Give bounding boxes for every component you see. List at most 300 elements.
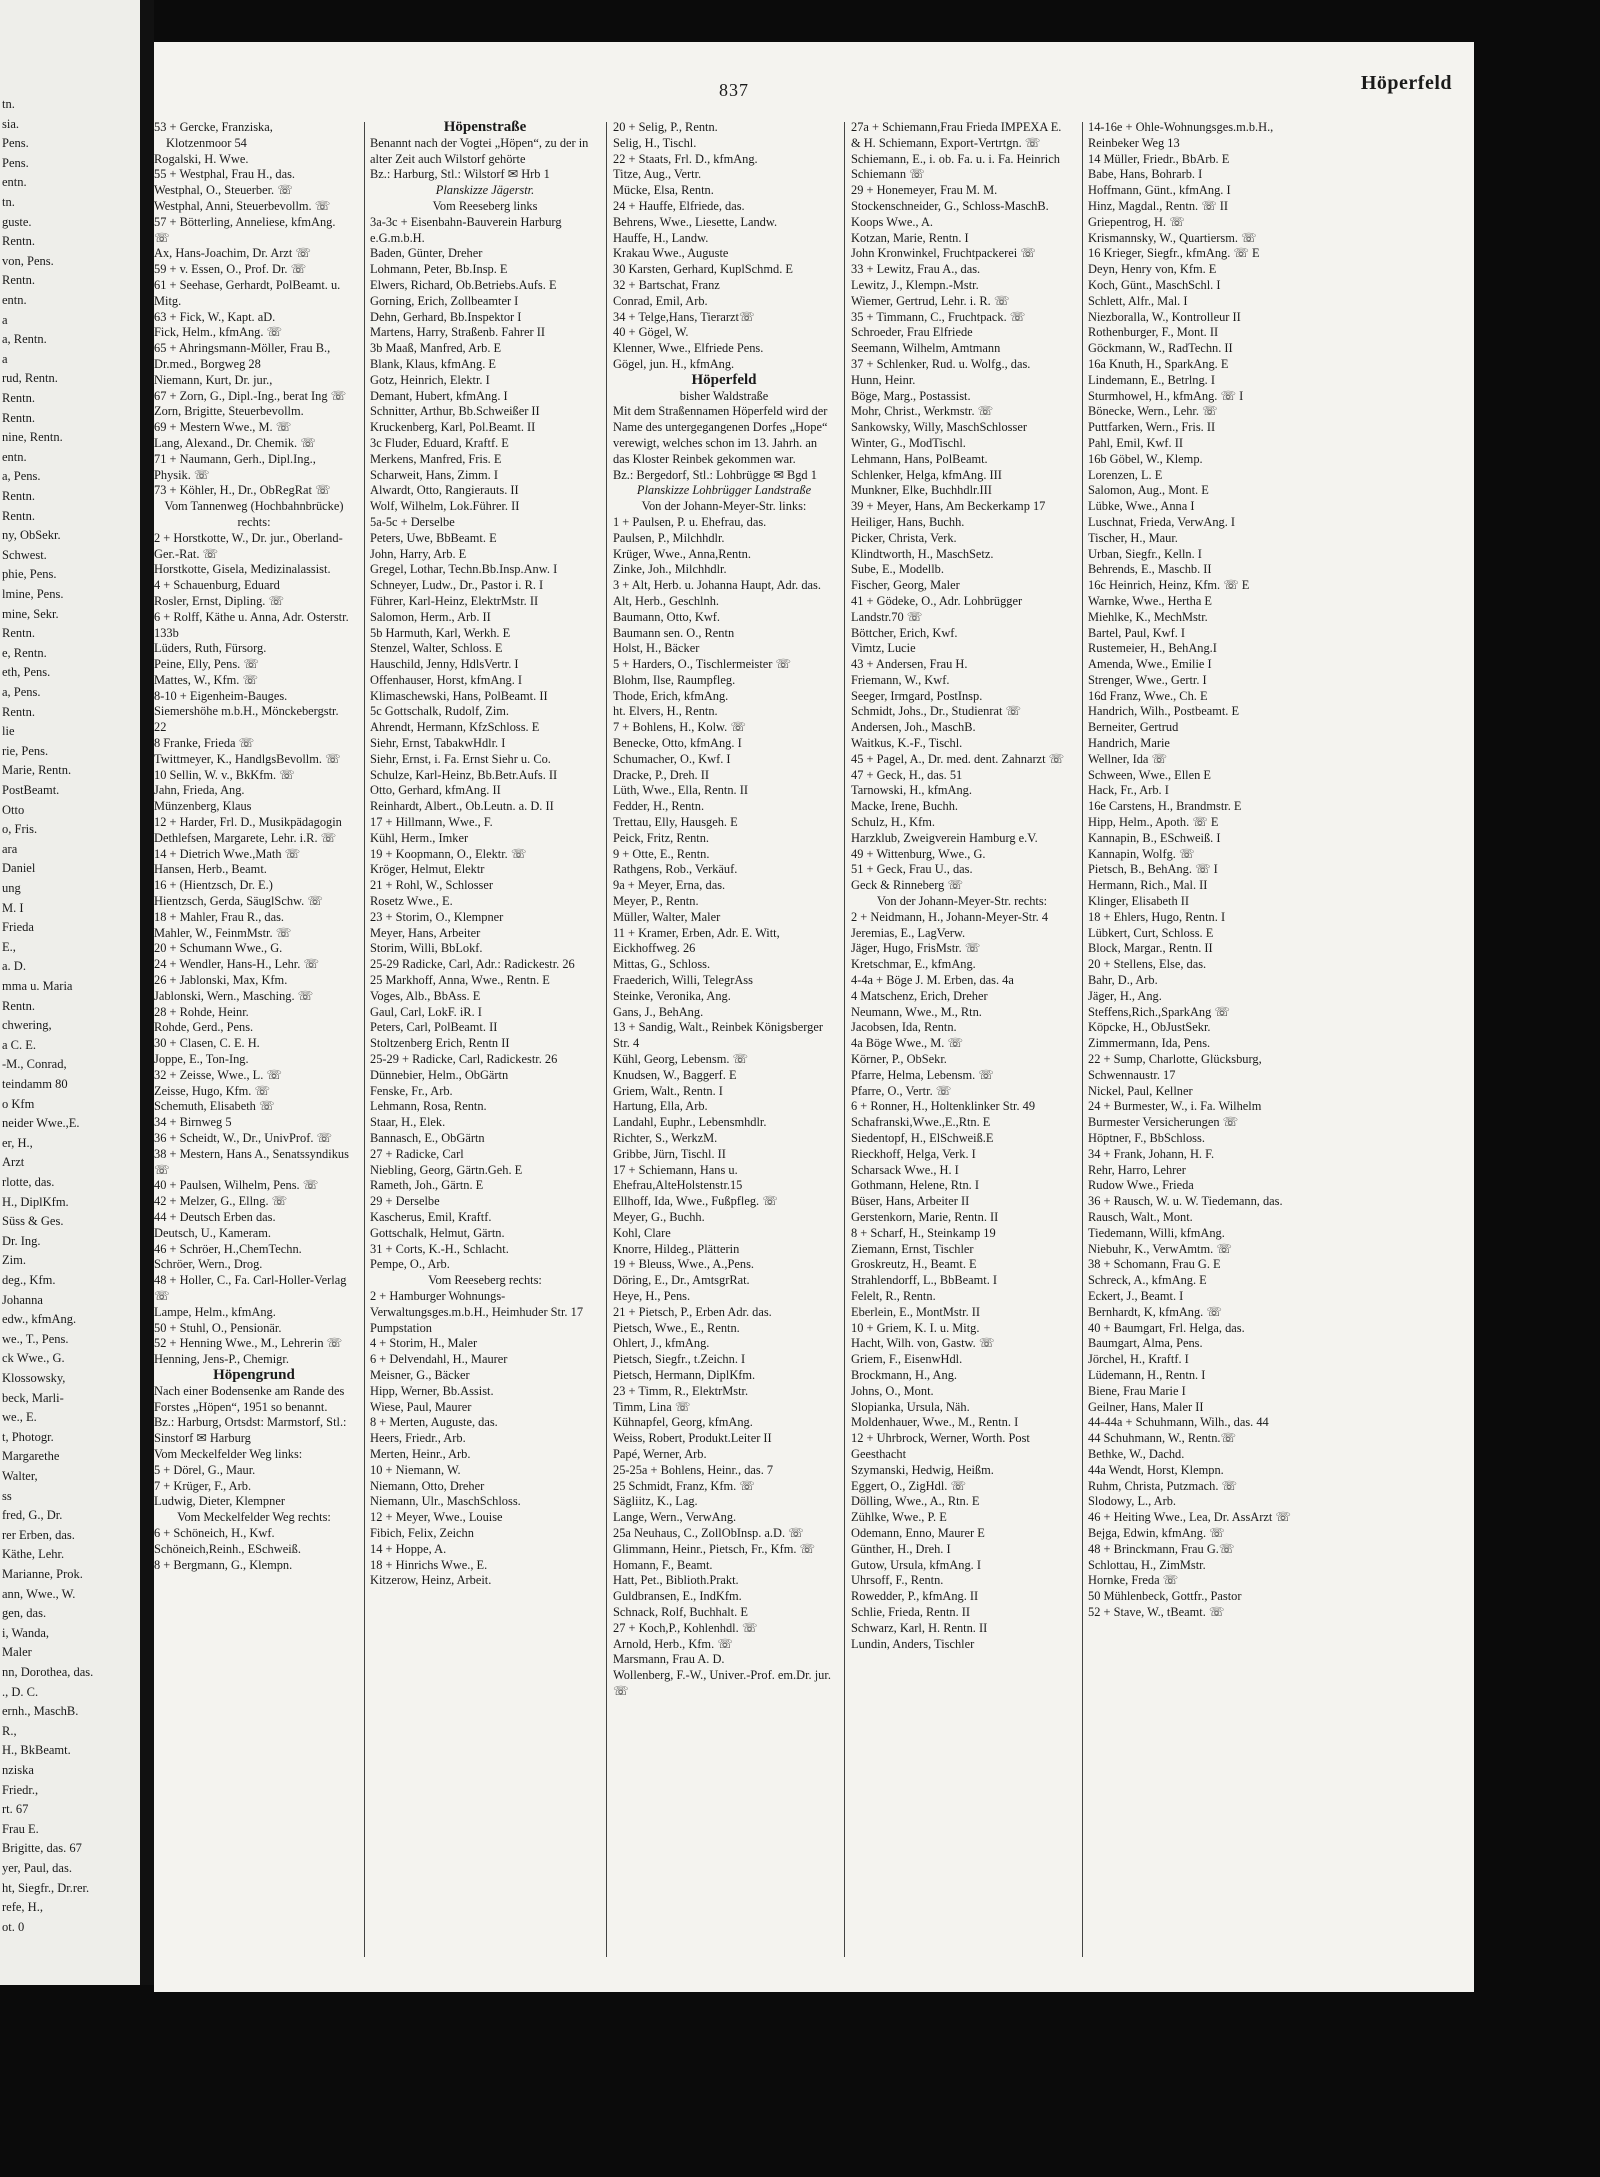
directory-entry: Hunn, Heinr. <box>851 372 916 387</box>
directory-entry: Mattes, W., Kfm. ☏ <box>154 672 258 687</box>
directory-entry: 16 Krieger, Siegfr., kfmAng. ☏ E <box>1088 246 1260 261</box>
directory-entry: Döring, E., Dr., AmtsgrRat. <box>613 1273 750 1288</box>
directory-entry: 49 + Wittenburg, Wwe., G. <box>851 846 986 861</box>
directory-entry: 9 + Otte, E., Rentn. <box>613 846 710 861</box>
directory-entry: Niebling, Georg, Gärtn.Geh. E <box>370 1162 523 1177</box>
directory-entry: Siehr, Ernst, TabakwHdlr. I <box>370 736 506 751</box>
directory-entry: Weiss, Robert, Produkt.Leiter II <box>613 1431 772 1446</box>
left-page-fragment: Pens. <box>2 155 29 170</box>
directory-entry: Amenda, Wwe., Emilie I <box>1088 657 1212 672</box>
directory-entry: 17 + Hillmann, Wwe., F. <box>370 815 493 830</box>
directory-entry: Lundin, Anders, Tischler <box>851 1636 975 1651</box>
left-page-fragment: ot. 0 <box>2 1919 25 1934</box>
directory-entry: 53 + Gercke, Franziska, <box>154 120 273 134</box>
directory-entry: 20 + Stellens, Else, das. <box>1088 957 1207 972</box>
directory-entry: Lehmann, Hans, PolBeamt. <box>851 451 988 466</box>
left-page-fragment: entn. <box>2 293 27 307</box>
left-page-fragment: Pens. <box>2 136 29 151</box>
directory-entry: Vom Reeseberg rechts: <box>428 1273 542 1288</box>
directory-entry: Geilner, Hans, Maler II <box>1088 1399 1204 1414</box>
directory-entry: Stenzel, Walter, Schloss. E <box>370 641 503 656</box>
directory-entry: Lübke, Wwe., Anna I <box>1088 499 1195 514</box>
directory-entry: Guldbransen, E., IndKfm. <box>613 1589 742 1604</box>
left-page-fragment: H., DiplKfm. <box>2 1194 69 1209</box>
directory-entry: 6 + Schöneich, H., Kwf. <box>154 1525 275 1540</box>
left-page-fragment: t, Photogr. <box>2 1429 54 1444</box>
directory-entry: Gregel, Lothar, Techn.Bb.Insp.Anw. I <box>370 562 558 577</box>
directory-entry: 52 + Henning Wwe., M., Lehrerin ☏ <box>154 1336 343 1351</box>
directory-entry: 13 + Sandig, Walt., Reinbek Königsberger Str. 4 <box>613 1020 823 1051</box>
directory-entry: Kühl, Georg, Lebensm. ☏ <box>613 1052 749 1067</box>
directory-entry: Dracke, P., Dreh. II <box>613 767 709 782</box>
left-page-fragment: beck, Marli- <box>2 1390 64 1405</box>
directory-entry: Picker, Christa, Verk. <box>851 530 957 545</box>
left-page-fragment: Frau E. <box>2 1821 39 1836</box>
directory-entry: Groskreutz, H., Beamt. E <box>851 1257 977 1272</box>
directory-entry: 17 + Schiemann, Hans u. Ehefrau,AlteHolstenstr.15 <box>613 1162 743 1193</box>
directory-entry: Berneiter, Gertrud <box>1088 720 1179 735</box>
directory-entry: Block, Margar., Rentn. II <box>1088 941 1213 956</box>
directory-entry: Jahn, Frieda, Ang. <box>154 783 245 798</box>
directory-entry: Höptner, F., BbSchloss. <box>1088 1131 1205 1145</box>
directory-entry: Kannapin, B., ESchweiß. I <box>1088 830 1221 845</box>
directory-entry: 14-16e + Ohle-Wohnungsges.m.b.H., Reinbeker Weg 13 <box>1088 120 1274 150</box>
directory-entry: Niebuhr, K., VerwAmtm. ☏ <box>1088 1241 1232 1256</box>
directory-entry: Kühnapfel, Georg, kfmAng. <box>613 1415 753 1430</box>
directory-entry: Schiemann, E., i. ob. Fa. u. i. Fa. Heinrich Schiemann ☏ <box>851 151 1060 182</box>
directory-entry: Bannasch, E., ObGärtn <box>370 1131 485 1145</box>
directory-entry: Elwers, Richard, Ob.Betriebs.Aufs. E <box>370 277 557 292</box>
directory-entry: Schneyer, Ludw., Dr., Pastor i. R. I <box>370 578 544 593</box>
left-page-fragment: Zim. <box>2 1253 26 1268</box>
directory-entry: 57 + Bötterling, Anneliese, kfmAng. ☏ <box>154 214 336 245</box>
directory-entry: Hermann, Rich., Mal. II <box>1088 878 1208 893</box>
left-page-fragment: Margarethe <box>2 1449 60 1464</box>
directory-entry: Hornke, Freda ☏ <box>1088 1573 1179 1588</box>
directory-entry: Handrich, Wilh., Postbeamt. E <box>1088 704 1240 719</box>
directory-entry: Nickel, Paul, Kellner <box>1088 1083 1193 1098</box>
directory-entry: 18 + Hinrichs Wwe., E. <box>370 1557 488 1572</box>
directory-entry: 50 + Stuhl, O., Pensionär. <box>154 1320 282 1335</box>
directory-entry: Ahrendt, Hermann, KfzSchloss. E <box>370 720 540 735</box>
directory-entry: Heye, H., Pens. <box>613 1288 691 1303</box>
directory-entry: Böttcher, Erich, Kwf. <box>851 625 958 640</box>
directory-entry: Büser, Hans, Arbeiter II <box>851 1194 970 1209</box>
directory-entry: 14 Müller, Friedr., BbArb. E <box>1088 151 1230 166</box>
directory-entry: 63 + Fick, W., Kapt. aD. <box>154 309 276 324</box>
directory-entry: John, Harry, Arb. E <box>370 546 467 561</box>
left-page-fragment: chwering, <box>2 1018 52 1033</box>
left-page-fragment: Rentn. <box>2 489 35 503</box>
directory-entry: Odemann, Enno, Maurer E <box>851 1525 985 1540</box>
directory-entry: 51 + Geck, Frau U., das. <box>851 862 973 877</box>
directory-entry: 1 + Paulsen, P. u. Ehefrau, das. <box>613 514 767 529</box>
directory-page <box>154 42 1474 1992</box>
left-page-fragment: ung <box>2 881 21 895</box>
directory-entry: Mit dem Straßennamen Höperfeld wird der Name des untergegangenen Dorfes „Hope“ verewigt, welches schon im 13. Jahrh. an das Kloster Reinbek gekommen war. <box>613 404 828 466</box>
directory-entry: Siedentopf, H., ElSchweiß.E <box>851 1131 994 1145</box>
directory-entry: Kitzerow, Heinz, Arbeit. <box>370 1573 492 1588</box>
left-page-fragment: Rentn. <box>2 410 35 425</box>
directory-entry: 36 + Rausch, W. u. W. Tiedemann, das. <box>1088 1194 1283 1209</box>
directory-entry: Gaul, Carl, LokF. iR. I <box>370 1004 482 1019</box>
directory-entry: 26 + Jablonski, Max, Kfm. <box>154 973 288 988</box>
left-page-fragment: rt. 67 <box>2 1802 29 1817</box>
directory-entry: Schroeder, Frau Elfriede <box>851 325 973 340</box>
directory-entry: Schumacher, O., Kwf. I <box>613 751 731 766</box>
directory-entry: Merten, Heinr., Arb. <box>370 1446 471 1461</box>
left-page-fragment: Friedr., <box>2 1782 39 1797</box>
left-page-fragment: mine, Sekr. <box>2 606 59 621</box>
directory-entry: Schnack, Rolf, Buchhalt. E <box>613 1604 748 1619</box>
directory-entry: Hientzsch, Gerda, SäuglSchw. ☏ <box>154 894 323 909</box>
left-page-fragment: rie, Pens. <box>2 743 49 758</box>
left-page-fragment: ss <box>2 1488 12 1503</box>
directory-entry: Voges, Alb., BbAss. E <box>370 988 481 1003</box>
left-page-fragment: Johanna <box>2 1292 43 1307</box>
directory-entry: Kühl, Herm., Imker <box>370 830 469 845</box>
directory-entry: 59 + v. Essen, O., Prof. Dr. ☏ <box>154 262 307 277</box>
directory-entry: Niezboralla, W., Kontrolleur II <box>1088 309 1241 324</box>
left-page-fragment: tn. <box>2 97 15 111</box>
directory-entry: Bahr, D., Arb. <box>1088 973 1158 988</box>
directory-entry: Hipp, Werner, Bb.Assist. <box>370 1383 494 1398</box>
directory-entry: Selig, H., Tischl. <box>613 135 697 150</box>
directory-entry: 20 + Schumann Wwe., G. <box>154 941 283 956</box>
directory-entry: Kotzan, Marie, Rentn. I <box>851 230 969 245</box>
left-page-fragment: entn. <box>2 449 27 464</box>
directory-entry: Griem, Walt., Rentn. I <box>613 1083 723 1098</box>
directory-entry: Rosler, Ernst, Dipling. ☏ <box>154 593 284 608</box>
directory-entry: Schlie, Frieda, Rentn. II <box>851 1604 971 1619</box>
directory-entry: Hacht, Wilh. von, Gastw. ☏ <box>851 1336 995 1351</box>
directory-entry: Alt, Herb., Geschlnh. <box>613 593 719 608</box>
left-page-fragment: we., E. <box>2 1410 37 1425</box>
directory-entry: Holst, H., Bäcker <box>613 641 700 656</box>
directory-entry: Deutsch, U., Kameram. <box>154 1225 271 1240</box>
directory-entry: Kascherus, Emil, Kraftf. <box>370 1209 492 1224</box>
directory-entry: Klinger, Elisabeth II <box>1088 894 1190 909</box>
left-page-fragment: Rentn. <box>2 998 35 1013</box>
directory-entry: Westphal, O., Steuerber. ☏ <box>154 183 293 198</box>
directory-entry: 7 + Bohlens, H., Kolw. ☏ <box>613 720 746 735</box>
directory-entry: Storim, Willi, BbLokf. <box>370 941 483 956</box>
directory-entry: 9a + Meyer, Erna, das. <box>613 878 726 893</box>
directory-entry: 39 + Meyer, Hans, Am Beckerkamp 17 <box>851 499 1046 514</box>
directory-entry: 14 + Hoppe, A. <box>370 1541 447 1556</box>
column-rule <box>1082 122 1083 1957</box>
directory-entry: Harzklub, Zweigverein Hamburg e.V. <box>851 830 1038 845</box>
directory-entry: Peters, Carl, PolBeamt. II <box>370 1020 498 1035</box>
directory-entry: 45 + Pagel, A., Dr. med. dent. Zahnarzt ☏ <box>851 751 1065 766</box>
directory-entry: Schreck, A., kfmAng. E <box>1088 1273 1207 1288</box>
directory-entry: Miehlke, K., MechMstr. <box>1088 609 1208 624</box>
directory-entry: 16e Carstens, H., Brandmstr. E <box>1088 799 1242 814</box>
directory-entry: 22 + Sump, Charlotte, Glücksburg, Schwennaustr. 17 <box>1088 1052 1262 1082</box>
directory-entry: 8 Franke, Frieda ☏ <box>154 736 255 751</box>
directory-entry: Eckert, J., Beamt. I <box>1088 1288 1184 1303</box>
directory-entry: Kohl, Clare <box>613 1225 671 1240</box>
directory-entry: Offenhauser, Horst, kfmAng. I <box>370 672 523 687</box>
directory-entry: 25-29 + Radicke, Carl, Radickestr. 26 <box>370 1052 558 1067</box>
directory-entry: Gutow, Ursula, kfmAng. I <box>851 1557 981 1572</box>
directory-entry: 25 Markhoff, Anna, Wwe., Rentn. E <box>370 973 550 988</box>
left-page-fragment: Walter, <box>2 1469 38 1483</box>
left-page-fragment: a, Pens. <box>2 469 41 484</box>
left-page-fragment: von, Pens. <box>2 253 54 268</box>
left-page-fragment: edw., kfmAng. <box>2 1312 77 1327</box>
directory-entry: Griepentrog, H. ☏ <box>1088 214 1185 229</box>
left-page-fragment: a C. E. <box>2 1037 37 1052</box>
directory-entry: Gottschalk, Helmut, Gärtn. <box>370 1225 505 1240</box>
directory-entry: Krismannsky, W., Quartiersm. ☏ <box>1088 230 1257 245</box>
directory-entry: Jäger, H., Ang. <box>1088 988 1162 1003</box>
directory-entry: 10 Sellin, W. v., BkKfm. ☏ <box>154 767 295 782</box>
directory-entry: 34 + Birnweg 5 <box>154 1115 232 1130</box>
directory-entry: 18 + Ehlers, Hugo, Rentn. I <box>1088 909 1226 924</box>
directory-entry: Pempe, O., Arb. <box>370 1257 450 1272</box>
column-rule <box>844 122 845 1957</box>
directory-entry: 32 + Zeisse, Wwe., L. ☏ <box>154 1067 282 1082</box>
directory-entry: Lüdemann, H., Rentn. I <box>1088 1367 1206 1382</box>
directory-entry: Deyn, Henry von, Kfm. E <box>1088 262 1217 277</box>
directory-entry: 47 + Geck, H., das. 51 <box>851 767 963 782</box>
left-page-fragment: Otto <box>2 802 25 817</box>
directory-entry: Schlett, Alfr., Mal. I <box>1088 293 1188 308</box>
directory-entry: Ellhoff, Ida, Wwe., Fußpfleg. ☏ <box>613 1194 778 1209</box>
directory-entry: 38 + Mestern, Hans A., Senatssyndikus ☏ <box>154 1146 349 1177</box>
directory-entry: 27 + Koch,P., Kohlenhdl. ☏ <box>613 1620 758 1635</box>
left-page-fragment: eth, Pens. <box>2 665 51 680</box>
directory-entry: 50 Mühlenbeck, Gottfr., Pastor <box>1088 1589 1242 1604</box>
directory-entry: Peine, Elly, Pens. ☏ <box>154 657 259 672</box>
directory-entry: Ziemann, Ernst, Tischler <box>851 1241 974 1256</box>
directory-entry: 69 + Mestern Wwe., M. ☏ <box>154 420 292 435</box>
directory-entry: 25 Schmidt, Franz, Kfm. ☏ <box>613 1478 755 1493</box>
directory-entry: 48 + Brinckmann, Frau G.☏ <box>1088 1541 1235 1556</box>
directory-entry: Hack, Fr., Arb. I <box>1088 783 1169 798</box>
directory-entry: 40 + Gögel, W. <box>613 325 689 340</box>
directory-entry: Hartung, Ella, Arb. <box>613 1099 708 1114</box>
directory-entry: Dölling, Wwe., A., Rtn. E <box>851 1494 980 1509</box>
directory-entry: Fedder, H., Rentn. <box>613 799 705 814</box>
left-page-fragment: Käthe, Lehr. <box>2 1547 65 1562</box>
directory-entry: Schween, Wwe., Ellen E <box>1088 767 1211 782</box>
directory-entry: Kannapin, Wolfg. ☏ <box>1088 846 1195 861</box>
directory-entry: Andersen, Joh., MaschB. <box>851 720 976 735</box>
directory-entry: Eggert, O., ZigHdl. ☏ <box>851 1478 966 1493</box>
left-page-fragment: rer Erben, das. <box>2 1527 75 1542</box>
directory-entry: Trettau, Elly, Hausgeh. E <box>613 815 738 830</box>
directory-entry: Lampe, Helm., kfmAng. <box>154 1304 276 1319</box>
directory-entry: Schlenker, Helga, kfmAng. III <box>851 467 1002 482</box>
directory-entry: Mittas, G., Schloss. <box>613 957 711 972</box>
directory-entry: Blank, Klaus, kfmAng. E <box>370 356 496 371</box>
directory-entry: bisher Waldstraße <box>679 388 769 403</box>
directory-entry: Moldenhauer, Wwe., M., Rentn. I <box>851 1415 1019 1430</box>
directory-entry: Günther, H., Dreh. I <box>851 1541 951 1556</box>
left-page-fragment: a, Rentn. <box>2 332 47 347</box>
directory-entry: 2 + Hamburger Wohnungs-Verwaltungsges.m.b.H., Heimhuder Str. 17 <box>370 1288 584 1319</box>
directory-entry: 22 + Staats, Frl. D., kfmAng. <box>613 151 758 166</box>
directory-entry: 21 + Pietsch, P., Erben Adr. das. <box>613 1304 772 1319</box>
directory-entry: Steinke, Veronika, Ang. <box>613 988 731 1003</box>
directory-entry: Urban, Siegfr., Kelln. I <box>1088 546 1202 561</box>
directory-entry: Merkens, Manfred, Fris. E <box>370 451 502 466</box>
left-page-fragment: sia. <box>2 116 20 131</box>
directory-entry: Rosetz Wwe., E. <box>370 894 453 909</box>
directory-entry: Homann, F., Beamt. <box>613 1557 713 1572</box>
directory-entry: Wiemer, Gertrud, Lehr. i. R. ☏ <box>851 293 1010 308</box>
directory-entry: 8-10 + Eigenheim-Bauges. Siemershöhe m.b.H., Mönckebergstr. 22 <box>154 688 339 735</box>
directory-entry: Lüders, Ruth, Fürsorg. <box>154 641 267 656</box>
directory-entry: Vimtz, Lucie <box>851 641 916 656</box>
directory-entry: Alwardt, Otto, Rangierauts. II <box>370 483 519 498</box>
left-page-fragment: Frieda <box>2 920 34 935</box>
directory-entry: Lindemann, E., Betrlng. I <box>1088 372 1215 387</box>
directory-entry: 65 + Ahringsmann-Möller, Frau B., Dr.med., Borgweg 28 <box>154 341 331 371</box>
directory-entry: Niemann, Kurt, Dr. jur., <box>154 372 273 387</box>
left-page-fragment: Marie, Rentn. <box>2 763 72 778</box>
directory-entry: 12 + Uhrbrock, Werner, Worth. Post Geesthacht <box>851 1431 1030 1461</box>
directory-entry: Köpcke, H., ObJustSekr. <box>1088 1020 1211 1035</box>
directory-entry: Ax, Hans-Joachim, Dr. Arzt ☏ <box>154 246 311 261</box>
directory-entry: 46 + Heiting Wwe., Lea, Dr. AssArzt ☏ <box>1088 1510 1291 1525</box>
directory-entry: Richter, S., WerkzM. <box>613 1131 718 1145</box>
left-page-fragment: Süss & Ges. <box>2 1214 64 1229</box>
directory-entry: Staar, H., Elek. <box>370 1115 446 1130</box>
directory-entry: Baden, Günter, Dreher <box>370 246 483 261</box>
left-page-fragment: E., <box>2 939 16 954</box>
directory-entry: Bethke, W., Dachd. <box>1088 1446 1185 1461</box>
directory-entry: Macke, Irene, Buchh. <box>851 799 958 814</box>
directory-entry: 19 + Bleuss, Wwe., A.,Pens. <box>613 1257 754 1272</box>
left-page-fragment: lie <box>2 724 15 739</box>
directory-entry: 2 + Neidmann, H., Johann-Meyer-Str. 4 <box>851 909 1049 924</box>
left-page-fragment: R., <box>2 1723 17 1738</box>
left-page-fragment: teindamm 80 <box>2 1077 68 1091</box>
directory-entry: Scharweit, Hans, Zimm. I <box>370 467 499 482</box>
directory-entry: Wolf, Wilhelm, Lok.Führer. II <box>370 499 520 514</box>
directory-entry: Schulze, Karl-Heinz, Bb.Betr.Aufs. II <box>370 767 558 782</box>
directory-entry: Schwarz, Karl, H. Rentn. II <box>851 1620 988 1635</box>
directory-entry: Jörchel, H., Kraftf. I <box>1088 1352 1189 1367</box>
left-page-fragment: e, Rentn. <box>2 645 47 660</box>
directory-entry: 10 + Griem, K. I. u. Mitg. <box>851 1320 980 1335</box>
left-page-fragment: rlotte, das. <box>2 1175 55 1189</box>
directory-entry: Lange, Wern., VerwAng. <box>613 1510 737 1525</box>
directory-entry: Westphal, Anni, Steuerbevollm. ☏ <box>154 198 331 213</box>
directory-entry: Bejga, Edwin, kfmAng. ☏ <box>1088 1525 1225 1540</box>
directory-entry: Strahlendorff, L., BbBeamt. I <box>851 1273 998 1288</box>
directory-entry: Kruckenberg, Karl, Pol.Beamt. II <box>370 420 536 435</box>
directory-entry: Baumgart, Alma, Pens. <box>1088 1336 1203 1351</box>
directory-entry: Griem, F., EisenwHdl. <box>851 1352 963 1367</box>
directory-entry: Lübkert, Curt, Schloss. E <box>1088 925 1214 940</box>
directory-entry: Tischer, H., Maur. <box>1088 530 1178 545</box>
directory-entry: Baumann, Otto, Kwf. <box>613 609 721 624</box>
directory-entry: 23 + Storim, O., Klempner <box>370 909 504 924</box>
directory-entry: Ludwig, Dieter, Klempner <box>154 1494 285 1509</box>
directory-entry: Zimmermann, Ida, Pens. <box>1088 1036 1211 1051</box>
directory-entry: Stoltzenberg Erich, Rentn II <box>370 1036 510 1051</box>
directory-entry: Otto, Gerhard, kfmAng. II <box>370 783 501 798</box>
directory-entry: Pietsch, Hermann, DiplKfm. <box>613 1367 756 1382</box>
directory-entry: Felelt, R., Rentn. <box>851 1288 936 1303</box>
directory-entry: Dehn, Gerhard, Bb.Inspektor I <box>370 309 522 324</box>
directory-entry: 25-25a + Bohlens, Heinr., das. 7 <box>613 1462 774 1477</box>
directory-entry: Kretschmar, E., kfmAng. <box>851 957 976 972</box>
left-page-fragment: M. I <box>2 900 24 915</box>
directory-entry: Sägliitz, K., Lag. <box>613 1494 698 1509</box>
directory-entry: 29 + Derselbe <box>370 1194 440 1209</box>
directory-entry: Puttfarken, Wern., Fris. II <box>1088 420 1216 435</box>
left-page-fragment: -M., Conrad, <box>2 1057 67 1072</box>
directory-entry: Bz.: Harburg, Ortsdst: Marmstorf, Stl.: Sinstorf ✉ Harburg <box>154 1415 347 1446</box>
directory-entry: Wollenberg, F.-W., Univer.-Prof. em.Dr. jur. ☏ <box>613 1668 831 1698</box>
directory-entry: Vom Reeseberg links <box>432 198 538 213</box>
directory-entry: 44-44a + Schuhmann, Wilh., das. 44 <box>1088 1415 1269 1430</box>
directory-entry: 46 + Schröer, H.,ChemTechn. <box>154 1241 302 1256</box>
directory-entry: Rowedder, P., kfmAng. II <box>851 1589 979 1604</box>
directory-entry: Schulz, H., Kfm. <box>851 815 935 830</box>
directory-entry: Pumpstation <box>370 1320 432 1335</box>
left-page-fragment: Daniel <box>2 861 36 876</box>
left-page-fragment: ht, Siegfr., Dr.rer. <box>2 1880 90 1895</box>
directory-entry: Wiese, Paul, Maurer <box>370 1399 472 1414</box>
left-page-fragment: nziska <box>2 1763 34 1777</box>
directory-entry: 18 + Mahler, Frau R., das. <box>154 909 285 924</box>
directory-entry: 29 + Honemeyer, Frau M. M. <box>851 183 998 198</box>
street-heading: Höperfeld <box>691 371 757 388</box>
directory-entry: Zorn, Brigitte, Steuerbevollm. <box>154 404 304 419</box>
directory-entry: Luschnat, Frieda, VerwAng. I <box>1088 514 1236 529</box>
directory-entry: John Kronwinkel, Fruchtpackerei ☏ <box>851 246 1036 261</box>
directory-entry: 67 + Zorn, G., Dipl.-Ing., berat Ing ☏ <box>154 388 347 403</box>
directory-entry: Behrens, Wwe., Liesette, Landw. <box>613 214 778 229</box>
directory-entry: Hinz, Magdal., Rentn. ☏ II <box>1088 198 1229 213</box>
directory-entry: Rameth, Joh., Gärtn. E <box>370 1178 484 1193</box>
directory-entry: 31 + Corts, K.-H., Schlacht. <box>370 1241 509 1256</box>
directory-entry: Babe, Hans, Bohrarb. I <box>1088 167 1203 182</box>
directory-entry: 4a Böge Wwe., M. ☏ <box>851 1036 963 1051</box>
column-3 <box>613 120 835 1960</box>
left-page-fragment: ., D. C. <box>2 1684 39 1699</box>
directory-entry: Behrends, E., Maschb. II <box>1088 562 1212 577</box>
directory-entry: 16c Heinrich, Heinz, Kfm. ☏ E <box>1088 578 1250 593</box>
left-page-fragment: a, Pens. <box>2 685 41 699</box>
directory-entry: Pfarre, O., Vertr. ☏ <box>851 1083 952 1098</box>
directory-entry: Benecke, Otto, kfmAng. I <box>613 736 742 751</box>
directory-entry: Titze, Aug., Vertr. <box>613 167 702 182</box>
book-gutter <box>140 0 154 1985</box>
directory-entry: 16b Göbel, W., Klemp. <box>1088 451 1203 466</box>
directory-entry: Papé, Werner, Arb. <box>613 1446 707 1461</box>
directory-entry: 8 + Bergmann, G., Klempn. <box>154 1557 293 1572</box>
directory-entry: Pietsch, B., BehAng. ☏ I <box>1088 862 1218 877</box>
directory-entry: Landahl, Euphr., Lebensmhdlr. <box>613 1115 767 1130</box>
left-page-fragment: Rentn. <box>2 273 35 288</box>
directory-entry: 44 + Deutsch Erben das. <box>154 1209 276 1224</box>
directory-entry: 35 + Timmann, C., Fruchtpack. ☏ <box>851 309 1026 324</box>
directory-entry: Tiedemann, Willi, kfmAng. <box>1088 1225 1225 1240</box>
directory-entry: 12 + Meyer, Wwe., Louise <box>370 1510 503 1525</box>
left-page-fragment: a <box>2 351 8 366</box>
directory-entry: Niemann, Ulr., MaschSchloss. <box>370 1494 521 1509</box>
directory-entry: Hipp, Helm., Apoth. ☏ E <box>1088 815 1219 830</box>
directory-entry: 4 + Storim, H., Maler <box>370 1336 478 1351</box>
directory-entry: Gribbe, Jürn, Tischl. II <box>613 1146 726 1161</box>
